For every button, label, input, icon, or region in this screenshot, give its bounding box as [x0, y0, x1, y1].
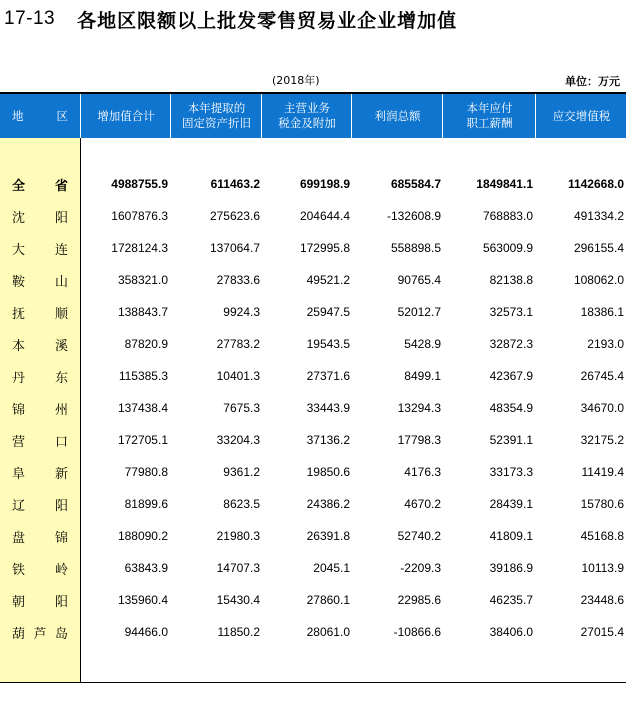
region-name-char: 顺	[54, 306, 68, 322]
region-name-char: 省	[54, 178, 68, 194]
year-label: (2018年)	[272, 74, 320, 87]
table-cell: 15780.6	[580, 497, 624, 511]
region-name	[0, 200, 80, 232]
table-body	[0, 138, 626, 683]
table-cell: 11419.4	[581, 465, 624, 479]
table-cell: 32573.1	[489, 305, 533, 319]
column-header-value-added-label: 增加值合计	[97, 108, 155, 123]
region-name	[0, 360, 80, 392]
table-cell: 137438.4	[117, 401, 168, 415]
table-cell: -2209.3	[400, 561, 441, 575]
table-row	[0, 264, 626, 296]
unit-label: 单位：万元	[565, 75, 620, 88]
table-cell: 46235.7	[489, 593, 533, 607]
table-cell: 491334.2	[573, 209, 624, 223]
table-cell: 558898.5	[390, 241, 441, 255]
region-name	[0, 232, 80, 264]
region-name	[0, 296, 80, 328]
table-cell: 18386.1	[580, 305, 624, 319]
region-name-char: 口	[54, 434, 68, 450]
column-header-vat-label: 应交增值税	[552, 108, 611, 123]
table-cell: 17798.3	[397, 433, 441, 447]
region-name-char: 铁	[12, 562, 26, 578]
column-header-taxes-line2: 税金及附加	[278, 116, 336, 130]
table-cell: 611463.2	[210, 177, 260, 191]
table-cell: 768883.0	[482, 209, 533, 223]
data-table	[0, 92, 626, 684]
table-cell: 34670.0	[580, 401, 624, 415]
column-header-wages	[442, 94, 536, 138]
table-cell: 33443.9	[306, 401, 350, 415]
table-cell: 45168.8	[580, 529, 624, 543]
region-name-char: 阳	[54, 498, 68, 514]
table-cell: 5428.9	[404, 337, 441, 351]
column-header-wages-line2: 职工薪酬	[466, 116, 513, 130]
table-cell: 699198.9	[299, 177, 350, 191]
table-cell: 52740.2	[397, 529, 441, 543]
table-cell: 2193.0	[587, 337, 624, 351]
column-header-region	[0, 94, 80, 138]
table-cell: 23448.6	[580, 593, 624, 607]
page-title: 各地区限额以上批发零售贸易业企业增加值	[77, 9, 458, 32]
table-cell: 39186.9	[489, 561, 533, 575]
region-name-char: 盘	[12, 530, 26, 546]
table-cell: 90765.4	[397, 273, 441, 287]
table-cell: 8623.5	[223, 497, 260, 511]
column-header-vat	[535, 94, 626, 138]
table-cell: 2045.1	[313, 561, 350, 575]
table-row	[0, 200, 626, 232]
table-cell: 138843.7	[117, 305, 168, 319]
table-cell: 13294.3	[397, 401, 441, 415]
table-cell: 37136.2	[306, 433, 350, 447]
table-cell: 38406.0	[489, 625, 533, 639]
region-name-char: 州	[54, 402, 68, 418]
table-cell: 685584.7	[390, 177, 441, 191]
column-header-taxes	[261, 94, 352, 138]
region-name-char: 鞍	[12, 274, 26, 290]
table-cell: 52391.1	[489, 433, 533, 447]
table-row	[0, 232, 626, 264]
table-row	[0, 456, 626, 488]
region-name-char: 抚	[12, 306, 26, 322]
table-header	[0, 92, 626, 138]
table-cell: 24386.2	[306, 497, 350, 511]
region-name	[0, 264, 80, 296]
region-name-char: 辽	[12, 498, 26, 514]
table-cell: 275623.6	[209, 209, 260, 223]
table-row	[0, 520, 626, 552]
region-name-char: 山	[54, 274, 68, 290]
table-cell: 27833.6	[216, 273, 260, 287]
region-name-char: 全	[12, 178, 26, 194]
region-name-char: 阳	[54, 210, 68, 226]
region-name	[0, 168, 80, 200]
column-header-wages-line1: 本年应付	[466, 101, 513, 115]
table-cell: 26745.4	[580, 369, 624, 383]
table-cell: 19543.5	[306, 337, 350, 351]
table-row	[0, 392, 626, 424]
table-cell: 21980.3	[216, 529, 260, 543]
table-cell: 9361.2	[223, 465, 260, 479]
table-row	[0, 328, 626, 360]
region-name-char: 阳	[54, 594, 68, 610]
region-name-char: 溪	[54, 338, 68, 354]
table-cell: 42367.9	[489, 369, 533, 383]
table-cell: 22985.6	[397, 593, 441, 607]
table-cell: 7675.3	[223, 401, 260, 415]
region-name	[0, 520, 80, 552]
column-header-depreciation-line1: 本年提取的	[187, 101, 246, 115]
table-row	[0, 488, 626, 520]
table-cell: 63843.9	[124, 561, 168, 575]
table-row	[0, 424, 626, 456]
table-cell: 27860.1	[306, 593, 350, 607]
region-name-char: 岛	[54, 626, 68, 642]
column-header-taxes-line1: 主营业务	[284, 101, 330, 115]
table-cell: 10113.9	[581, 561, 624, 575]
table-cell: 25947.5	[306, 305, 350, 319]
table-cell: 32872.3	[489, 337, 533, 351]
table-cell: 32175.2	[580, 433, 624, 447]
region-name	[0, 424, 80, 456]
column-header-region-char1: 地	[12, 108, 24, 123]
table-cell: 4176.3	[404, 465, 441, 479]
table-cell: 33173.3	[489, 465, 533, 479]
table-row	[0, 584, 626, 616]
table-cell: 19850.6	[306, 465, 350, 479]
table-number: 17-13	[4, 8, 56, 29]
region-name-char: 岭	[54, 562, 68, 578]
column-header-depreciation-line2: 固定资产折旧	[182, 116, 251, 130]
table-cell: 108062.0	[573, 273, 624, 287]
region-name-char: 东	[54, 370, 68, 386]
table-cell: 1849841.1	[476, 177, 533, 191]
region-name-char: 大	[12, 242, 26, 258]
table-cell: 358321.0	[117, 273, 168, 287]
region-name	[0, 456, 80, 488]
table-cell: 26391.8	[306, 529, 350, 543]
table-cell: 28061.0	[306, 625, 350, 639]
region-name-char: 新	[54, 466, 68, 482]
table-cell: 4988755.9	[111, 177, 168, 191]
region-name	[0, 552, 80, 584]
table-cell: 137064.7	[209, 241, 260, 255]
table-cell: -132608.9	[386, 209, 441, 223]
table-cell: 28439.1	[489, 497, 533, 511]
table-cell: 1142668.0	[567, 177, 624, 191]
table-cell: 115385.3	[118, 369, 168, 383]
table-bottom-rule	[0, 682, 626, 683]
region-name-char: 锦	[12, 402, 26, 418]
region-name-char: 阜	[12, 466, 26, 482]
table-cell: 296155.4	[573, 241, 624, 255]
region-name-char: 丹	[12, 370, 26, 386]
table-cell: 82138.8	[489, 273, 533, 287]
table-row	[0, 616, 626, 648]
region-name	[0, 616, 80, 648]
region-name-char: 营	[12, 434, 26, 450]
table-cell: 11850.2	[217, 625, 260, 639]
column-header-depreciation	[170, 94, 262, 138]
table-cell: 87820.9	[124, 337, 168, 351]
table-row	[0, 360, 626, 392]
table-row	[0, 552, 626, 584]
table-row	[0, 296, 626, 328]
table-cell: 188090.2	[117, 529, 168, 543]
table-cell: 48354.9	[489, 401, 533, 415]
table-cell: 27783.2	[216, 337, 260, 351]
table-cell: 1728124.3	[111, 241, 168, 255]
region-name	[0, 488, 80, 520]
column-header-profit-label: 利润总额	[374, 108, 421, 123]
table-cell: 1607876.3	[111, 209, 168, 223]
table-cell: 135960.4	[117, 593, 168, 607]
region-name-char: 朝	[12, 594, 26, 610]
region-name-char: 芦	[33, 626, 47, 642]
table-cell: 14707.3	[216, 561, 260, 575]
table-cell: 77980.8	[124, 465, 168, 479]
region-name	[0, 392, 80, 424]
table-cell: 563009.9	[482, 241, 533, 255]
table-cell: 4670.2	[404, 497, 441, 511]
title-row	[4, 4, 457, 34]
table-cell: 204644.4	[299, 209, 350, 223]
table-cell: 9924.3	[223, 305, 260, 319]
table-cell: 15430.4	[216, 593, 260, 607]
region-name-char: 沈	[12, 210, 26, 226]
table-cell: 33204.3	[216, 433, 260, 447]
region-name	[0, 584, 80, 616]
table-cell: 81899.6	[124, 497, 168, 511]
table-cell: 27371.6	[306, 369, 350, 383]
table-cell: 52012.7	[397, 305, 441, 319]
table-cell: 41809.1	[489, 529, 533, 543]
table-cell: 49521.2	[306, 273, 350, 287]
table-cell: 27015.4	[580, 625, 624, 639]
column-header-value-added	[80, 94, 171, 138]
column-header-profit	[351, 94, 443, 138]
table-cell: 172995.8	[299, 241, 350, 255]
region-name-char: 本	[12, 338, 26, 354]
region-name-char: 锦	[54, 530, 68, 546]
region-name-char: 连	[54, 242, 68, 258]
region-name-char: 葫	[12, 626, 26, 642]
table-cell: 10401.3	[216, 369, 260, 383]
table-cell: 8499.1	[404, 369, 441, 383]
table-row-total	[0, 168, 626, 200]
table-cell: 94466.0	[124, 625, 168, 639]
table-cell: 172705.1	[117, 433, 168, 447]
region-name	[0, 328, 80, 360]
column-header-region-char2: 区	[56, 108, 68, 123]
table-cell: -10866.6	[393, 625, 441, 639]
